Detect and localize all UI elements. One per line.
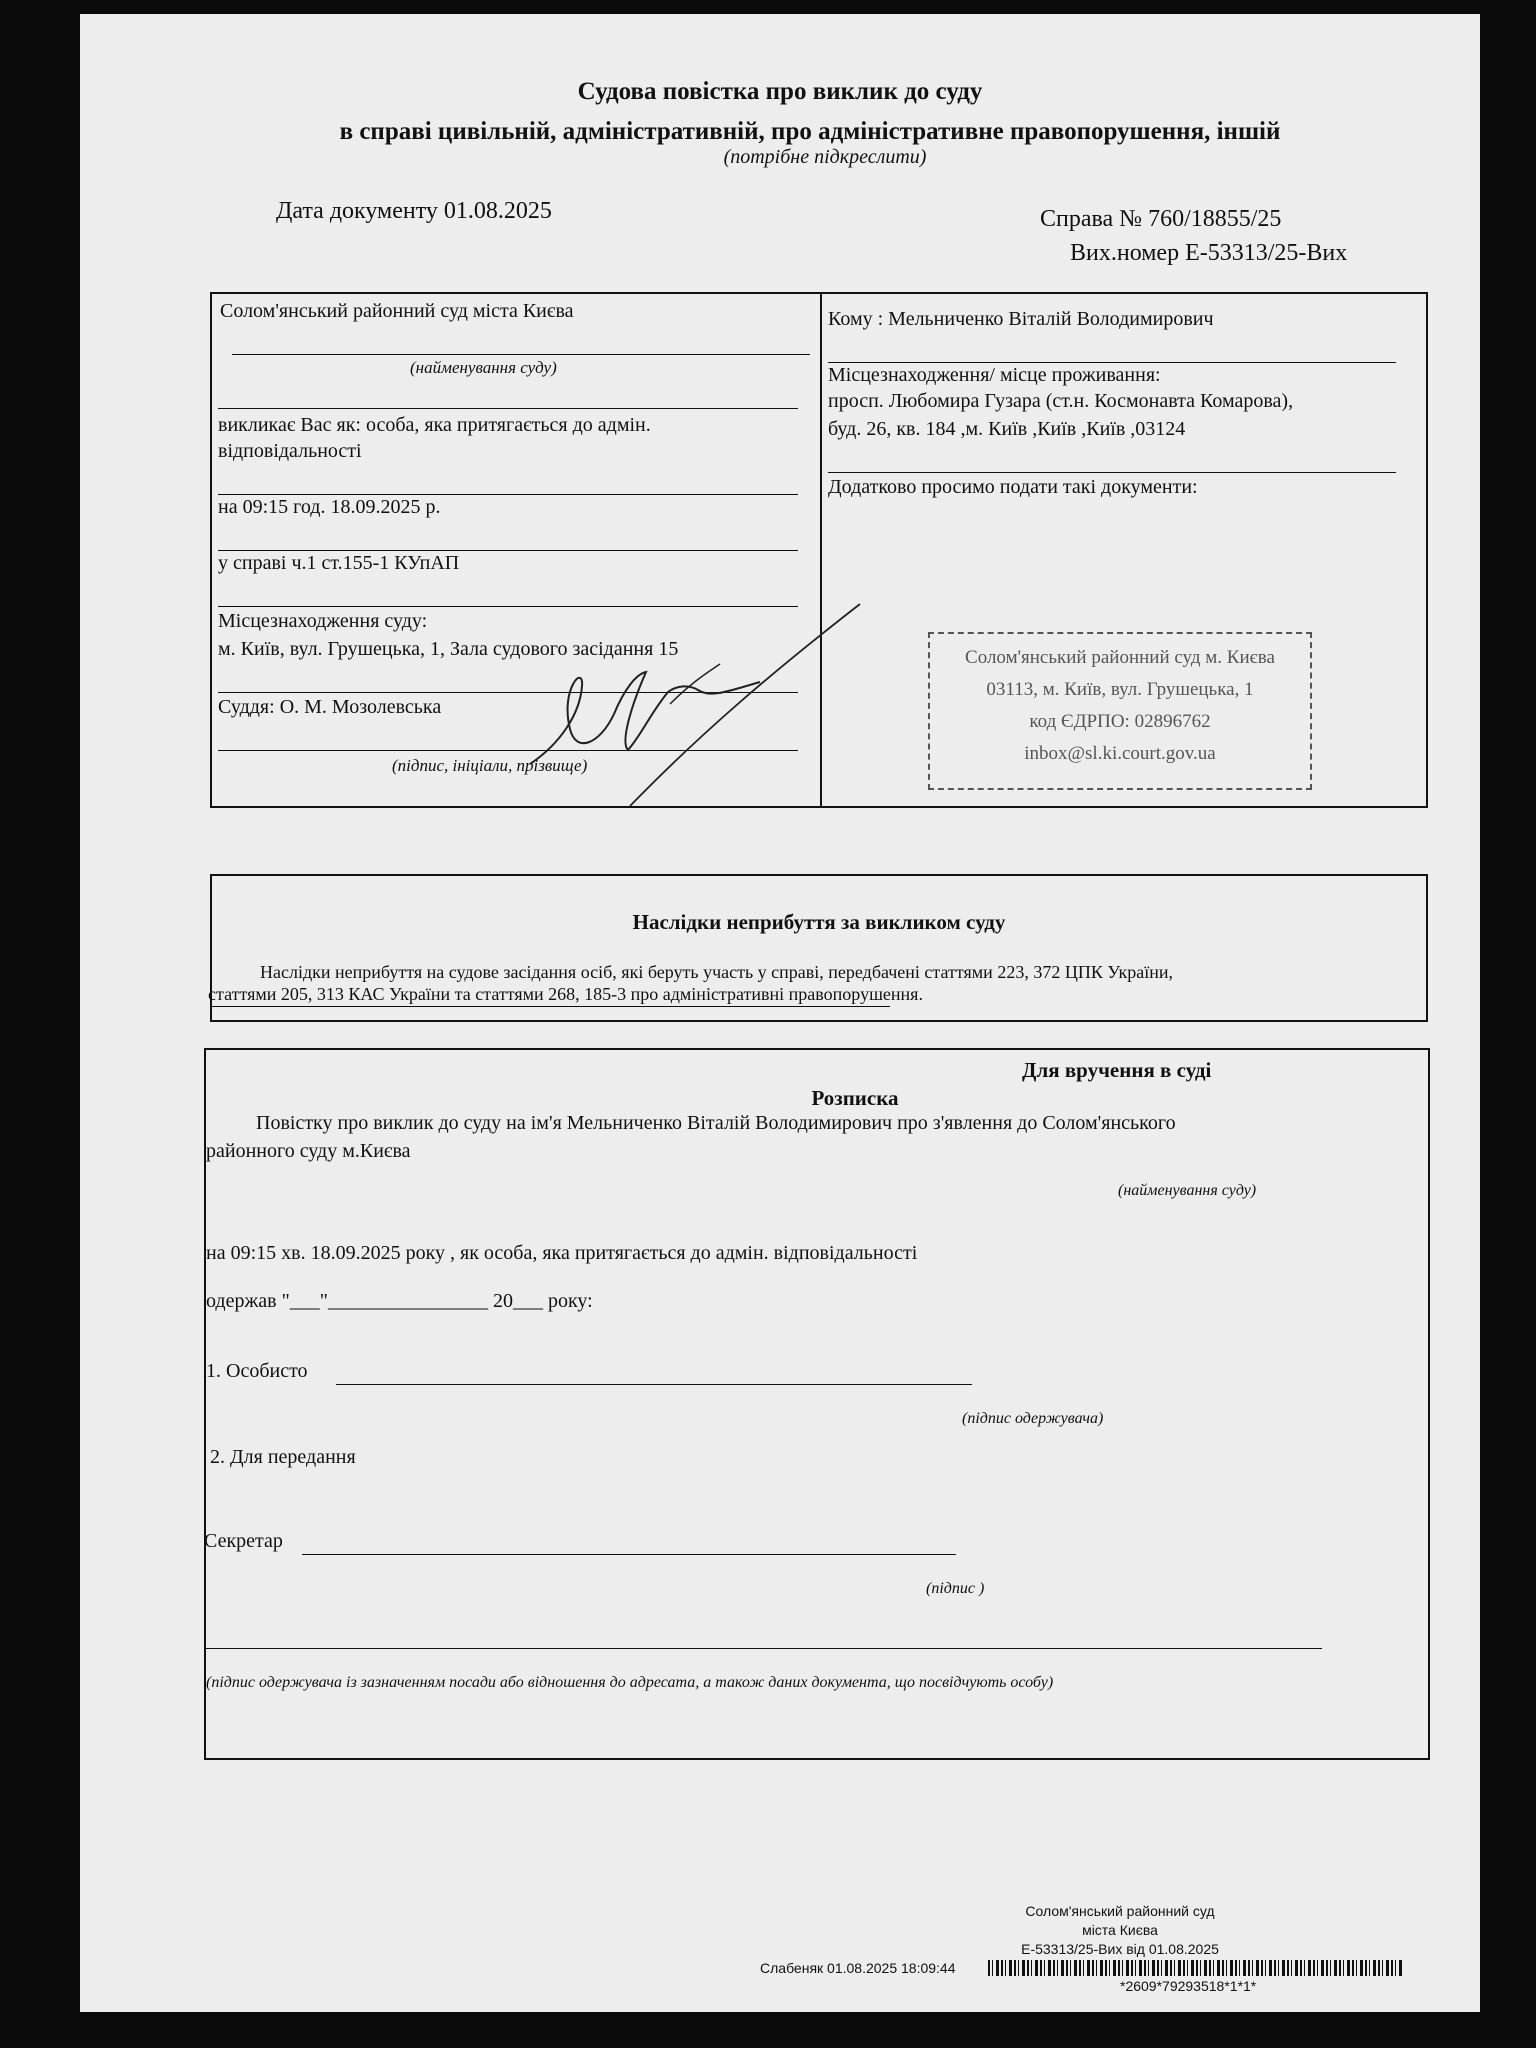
personal-delivery-label: 1. Особисто (206, 1360, 308, 1382)
bottom-caption: (підпис одержувача із зазначенням посади або відношення до адресата, а також даних документа, що посвідчують особу) (206, 1674, 1054, 1691)
case-number: Справа № 760/18855/25 (1040, 206, 1282, 232)
stamp-line: 03113, м. Київ, вул. Грушецька, 1 (986, 679, 1254, 700)
transfer-label: 2. Для передання (210, 1446, 356, 1468)
stamp-line: код ЄДРПО: 02896762 (1029, 711, 1211, 732)
bottom-signature-line[interactable] (204, 1648, 1322, 1649)
recipient-name: Кому : Мельниченко Віталій Володимирович (828, 308, 1214, 330)
for-court-label: Для вручення в суді (1022, 1058, 1212, 1082)
case-article: у справі ч.1 ст.155-1 КУпАП (218, 552, 460, 574)
footer-court (980, 1902, 1260, 1959)
rule (218, 550, 798, 551)
secretary-label: Секретар (204, 1530, 283, 1552)
consequences-line1: Наслідки неприбуття на судове засідання осіб, які беруть участь у справі, передбачені статтями 223, 372 ЦПК України, (260, 962, 1173, 982)
outgoing-number: Вих.номер Е-53313/25-Вих (1070, 240, 1348, 266)
receipt-line1: Повістку про виклик до суду на ім'я Мельниченко Віталій Володимирович про з'явлення до Солом'янського (256, 1112, 1176, 1134)
receipt-court-caption: (найменування суду) (1118, 1182, 1257, 1199)
consequences-line2: статтями 205, 313 КАС України та статтями 268, 185-3 про адміністративні правопорушення. (208, 984, 923, 1004)
receipt-time-line: на 09:15 хв. 18.09.2025 року , як особа, яка притягається до адмін. відповідальності (206, 1242, 918, 1264)
rule (210, 1006, 890, 1007)
footer-clerk: Слабеняк 01.08.2025 18:09:44 (760, 1960, 956, 1976)
stamp-line: Солом'янський районний суд м. Києва (965, 647, 1275, 668)
court-name: Солом'янський районний суд міста Києва (220, 300, 574, 322)
footer-court-line2: міста Києва (1082, 1922, 1158, 1938)
rule (218, 408, 798, 409)
footer-court-line1: Солом'янський районний суд (1025, 1903, 1215, 1919)
court-stamp (928, 632, 1312, 790)
rule (828, 362, 1396, 363)
personal-signature-line[interactable] (336, 1384, 972, 1385)
stamp-line: inbox@sl.ki.court.gov.ua (1024, 743, 1216, 764)
signature-caption: (підпис, ініціали, прізвище) (392, 756, 588, 775)
address-line2: буд. 26, кв. 184 ,м. Київ ,Київ ,Київ ,03124 (828, 418, 1186, 440)
secretary-signature-line[interactable] (302, 1554, 956, 1555)
document-sheet (80, 14, 1480, 2012)
secretary-signature-caption: (підпис ) (926, 1580, 985, 1597)
hearing-time: на 09:15 год. 18.09.2025 р. (218, 496, 441, 518)
barcode-icon (988, 1960, 1404, 1976)
address-label: Місцезнаходження/ місце проживання: (828, 364, 1161, 386)
court-caption: (найменування суду) (410, 358, 557, 377)
rule (232, 354, 810, 355)
doc-note: (потрібне підкреслити) (723, 146, 927, 168)
footer-registration: Е-53313/25-Вих від 01.08.2025 (1021, 1941, 1219, 1957)
receipt-line2: районного суду м.Києва (206, 1140, 411, 1162)
receipt-title: Розписка (811, 1086, 899, 1110)
court-location-value: м. Київ, вул. Грушецька, 1, Зала судового засідання 15 (218, 638, 679, 660)
consequences-title: Наслідки неприбуття за викликом суду (632, 910, 1006, 934)
summoned-as-line1: викликає Вас як: особа, яка притягається до адмін. (218, 414, 651, 436)
doc-title: Судова повістка про виклик до суду (577, 78, 983, 105)
summoned-as-line2: відповідальності (218, 440, 362, 462)
document-date: Дата документу 01.08.2025 (276, 198, 552, 224)
court-location-label: Місцезнаходження суду: (218, 610, 428, 632)
rule (828, 472, 1396, 473)
barcode-code: *2609*79293518*1*1* (1120, 1978, 1257, 1994)
additional-documents: Додатково просимо подати такі документи: (828, 476, 1198, 498)
doc-subtitle: в справі цивільній, адміністративній, про адміністративне правопорушення, іншій (339, 118, 1281, 145)
recipient-signature-caption: (підпис одержувача) (962, 1410, 1104, 1427)
judge-name: Суддя: О. М. Мозолевська (218, 696, 442, 718)
address-line1: просп. Любомира Гузара (ст.н. Космонавта Комарова), (828, 390, 1294, 412)
received-date-line: одержав "___"________________ 20___ року: (206, 1290, 593, 1312)
rule (218, 494, 798, 495)
